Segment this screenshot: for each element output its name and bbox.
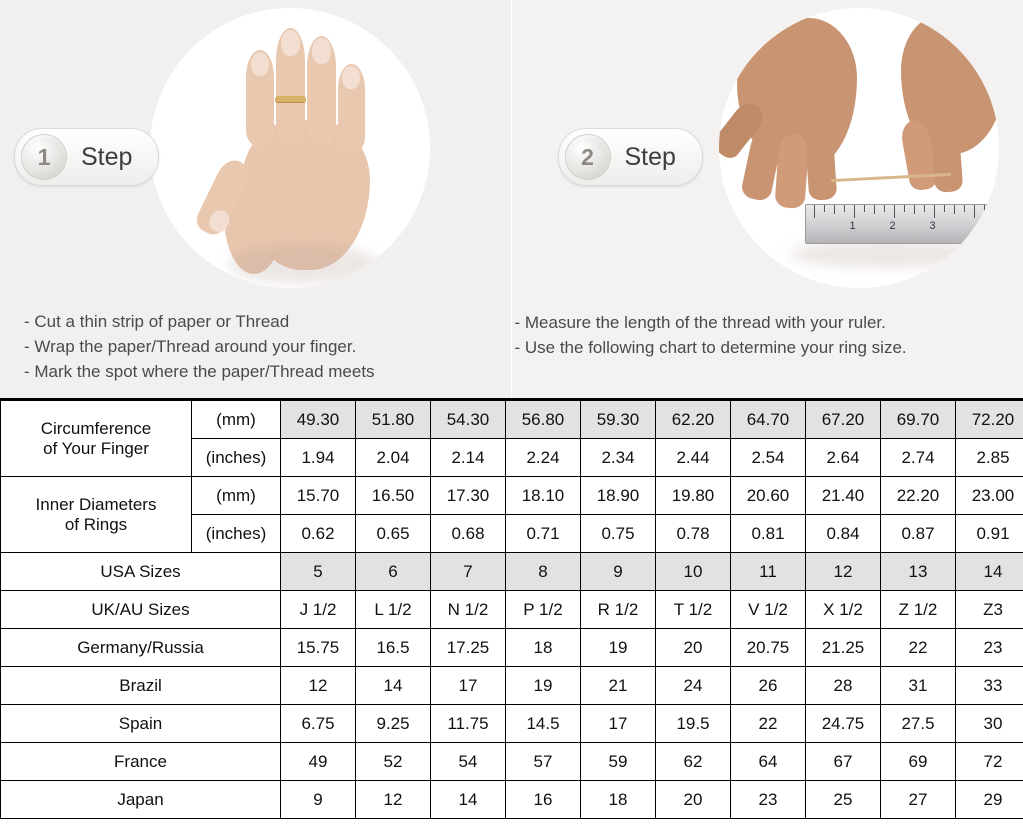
- cell: 7: [431, 553, 506, 591]
- row-label-inner-diameters: [1, 477, 192, 553]
- cell: 0.71: [506, 515, 581, 553]
- row-label-circumference-line2: of Your Finger: [3, 439, 189, 459]
- step-1-instructions: [24, 309, 375, 384]
- step-2-number: 2: [565, 134, 611, 180]
- step-2-instructions: [515, 310, 907, 360]
- cell: 22.20: [881, 477, 956, 515]
- cell: 20.75: [731, 629, 806, 667]
- cell: 6: [356, 553, 431, 591]
- row-label-japan: Japan: [1, 781, 281, 819]
- cell: V 1/2: [731, 591, 806, 629]
- ruler-number-1: 1: [850, 220, 856, 232]
- cell: Z3: [956, 591, 1023, 629]
- step-1-label: Step: [81, 143, 132, 172]
- cell: 16: [506, 781, 581, 819]
- cell: L 1/2: [356, 591, 431, 629]
- cell: 2.85: [956, 439, 1023, 477]
- cell: 14: [431, 781, 506, 819]
- cell: 17: [581, 705, 656, 743]
- row-label-inner-diameters-line2: of Rings: [3, 515, 189, 535]
- cell: 0.91: [956, 515, 1023, 553]
- row-label-brazil: Brazil: [1, 667, 281, 705]
- table-row: [1, 781, 1023, 819]
- instruction-steps: [0, 0, 1023, 398]
- cell: 25: [806, 781, 881, 819]
- cell: 69.70: [881, 401, 956, 439]
- step-2-bullet-1: - Measure the length of the thread with your ruler.: [515, 310, 907, 335]
- row-label-france: France: [1, 743, 281, 781]
- row-label-circumference: [1, 401, 192, 477]
- cell: 12: [356, 781, 431, 819]
- cell: 2.64: [806, 439, 881, 477]
- cell: J 1/2: [281, 591, 356, 629]
- cell: 12: [281, 667, 356, 705]
- cell: 17.30: [431, 477, 506, 515]
- cell: 17.25: [431, 629, 506, 667]
- row-unit-mm: (mm): [192, 401, 281, 439]
- ruler-number-3: 3: [930, 220, 936, 232]
- cell: 9.25: [356, 705, 431, 743]
- cell: 10: [656, 553, 731, 591]
- cell: 22: [881, 629, 956, 667]
- cell: 2.14: [431, 439, 506, 477]
- row-label-inner-diameters-line1: Inner Diameters: [3, 495, 189, 515]
- cell: 0.62: [281, 515, 356, 553]
- cell: 20: [656, 781, 731, 819]
- cell: 6.75: [281, 705, 356, 743]
- cell: 15.75: [281, 629, 356, 667]
- step-1-panel: [0, 0, 511, 398]
- cell: T 1/2: [656, 591, 731, 629]
- cell: 19.5: [656, 705, 731, 743]
- cell: 2.54: [731, 439, 806, 477]
- cell: 16.50: [356, 477, 431, 515]
- cell: 14.5: [506, 705, 581, 743]
- cell: 17: [431, 667, 506, 705]
- cell: 54.30: [431, 401, 506, 439]
- row-label-spain: Spain: [1, 705, 281, 743]
- table-row: [1, 705, 1023, 743]
- cell: 1.94: [281, 439, 356, 477]
- cell: 0.84: [806, 515, 881, 553]
- cell: 20: [656, 629, 731, 667]
- cell: 59: [581, 743, 656, 781]
- cell: 0.87: [881, 515, 956, 553]
- step-2-badge: [558, 128, 703, 186]
- cell: 72: [956, 743, 1023, 781]
- cell: 9: [281, 781, 356, 819]
- step-1-bullet-3: - Mark the spot where the paper/Thread meets: [24, 359, 375, 384]
- table-row: [1, 553, 1023, 591]
- cell: 49.30: [281, 401, 356, 439]
- hand-with-ruler-illustration: [719, 8, 999, 288]
- cell: 2.24: [506, 439, 581, 477]
- cell: 0.68: [431, 515, 506, 553]
- step-1-bullet-1: - Cut a thin strip of paper or Thread: [24, 309, 375, 334]
- ruler-icon: [805, 204, 999, 244]
- cell: 18: [506, 629, 581, 667]
- cell: 18.10: [506, 477, 581, 515]
- cell: 52: [356, 743, 431, 781]
- step-2-photo: [719, 8, 999, 288]
- cell: 23: [731, 781, 806, 819]
- cell: 18.90: [581, 477, 656, 515]
- row-label-uk-au-sizes: UK/AU Sizes: [1, 591, 281, 629]
- cell: 0.81: [731, 515, 806, 553]
- table-row: [1, 667, 1023, 705]
- row-unit-inches: (inches): [192, 515, 281, 553]
- cell: 29: [956, 781, 1023, 819]
- cell: 15.70: [281, 477, 356, 515]
- table-row: [1, 743, 1023, 781]
- step-2-panel: [511, 0, 1023, 398]
- cell: 21.25: [806, 629, 881, 667]
- step-1-bullet-2: - Wrap the paper/Thread around your finger.: [24, 334, 375, 359]
- cell: 27: [881, 781, 956, 819]
- cell: 72.20: [956, 401, 1023, 439]
- cell: 62.20: [656, 401, 731, 439]
- cell: R 1/2: [581, 591, 656, 629]
- cell: 19.80: [656, 477, 731, 515]
- step-1-number: 1: [21, 134, 67, 180]
- table-row: [1, 591, 1023, 629]
- row-unit-inches: (inches): [192, 439, 281, 477]
- step-2-label: Step: [625, 143, 676, 172]
- cell: 12: [806, 553, 881, 591]
- cell: 23: [956, 629, 1023, 667]
- cell: 5: [281, 553, 356, 591]
- cell: 16.5: [356, 629, 431, 667]
- cell: 24.75: [806, 705, 881, 743]
- cell: 2.04: [356, 439, 431, 477]
- ring-size-chart: [0, 398, 1023, 828]
- table-row: [1, 401, 1023, 439]
- row-label-germany-russia: Germany/Russia: [1, 629, 281, 667]
- cell: 13: [881, 553, 956, 591]
- cell: 31: [881, 667, 956, 705]
- cell: 8: [506, 553, 581, 591]
- cell: 2.34: [581, 439, 656, 477]
- cell: X 1/2: [806, 591, 881, 629]
- cell: 59.30: [581, 401, 656, 439]
- cell: 21.40: [806, 477, 881, 515]
- cell: 67.20: [806, 401, 881, 439]
- row-label-circumference-line1: Circumference: [3, 419, 189, 439]
- cell: 20.60: [731, 477, 806, 515]
- cell: 0.78: [656, 515, 731, 553]
- ring-band-icon: [275, 96, 306, 102]
- cell: 64: [731, 743, 806, 781]
- cell: 56.80: [506, 401, 581, 439]
- cell: 54: [431, 743, 506, 781]
- cell: 11.75: [431, 705, 506, 743]
- step-1-badge: [14, 128, 159, 186]
- hand-illustration: [150, 8, 430, 288]
- size-chart-table: [0, 400, 1023, 819]
- cell: 23.00: [956, 477, 1023, 515]
- cell: 30: [956, 705, 1023, 743]
- cell: 26: [731, 667, 806, 705]
- cell: 18: [581, 781, 656, 819]
- cell: 28: [806, 667, 881, 705]
- cell: 0.65: [356, 515, 431, 553]
- step-2-bullet-2: - Use the following chart to determine your ring size.: [515, 335, 907, 360]
- cell: 64.70: [731, 401, 806, 439]
- cell: 62: [656, 743, 731, 781]
- cell: 19: [581, 629, 656, 667]
- cell: 2.44: [656, 439, 731, 477]
- cell: Z 1/2: [881, 591, 956, 629]
- cell: 24: [656, 667, 731, 705]
- cell: 11: [731, 553, 806, 591]
- cell: 57: [506, 743, 581, 781]
- step-1-photo: [150, 8, 430, 288]
- cell: 22: [731, 705, 806, 743]
- cell: 9: [581, 553, 656, 591]
- cell: 27.5: [881, 705, 956, 743]
- cell: 51.80: [356, 401, 431, 439]
- table-row: [1, 477, 1023, 515]
- cell: 2.74: [881, 439, 956, 477]
- cell: 69: [881, 743, 956, 781]
- cell: 14: [356, 667, 431, 705]
- row-unit-mm: (mm): [192, 477, 281, 515]
- cell: N 1/2: [431, 591, 506, 629]
- cell: 49: [281, 743, 356, 781]
- cell: P 1/2: [506, 591, 581, 629]
- cell: 14: [956, 553, 1023, 591]
- cell: 19: [506, 667, 581, 705]
- ruler-number-2: 2: [890, 220, 896, 232]
- cell: 21: [581, 667, 656, 705]
- cell: 0.75: [581, 515, 656, 553]
- cell: 67: [806, 743, 881, 781]
- table-row: [1, 629, 1023, 667]
- row-label-usa-sizes: USA Sizes: [1, 553, 281, 591]
- cell: 33: [956, 667, 1023, 705]
